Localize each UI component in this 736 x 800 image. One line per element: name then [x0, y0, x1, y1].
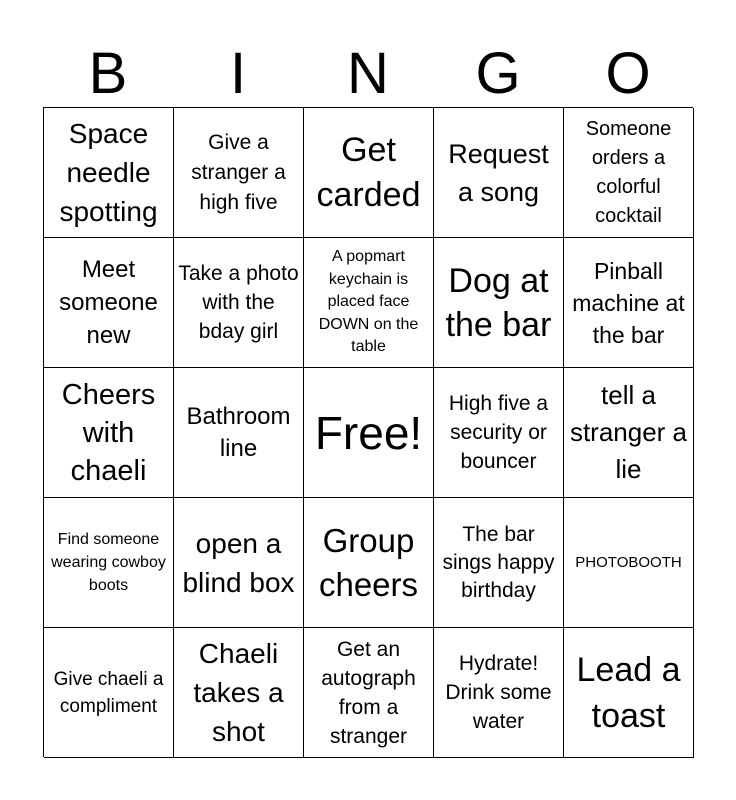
cell-text: Someone orders a colorful cocktail [585, 117, 672, 227]
header-letter-o: O [605, 41, 651, 106]
cell-text: Meet someone new [59, 256, 158, 349]
bingo-cell[interactable] [174, 368, 304, 498]
bingo-cell[interactable] [564, 628, 694, 758]
cell-text: Lead a toast [576, 650, 681, 735]
bingo-cell[interactable] [434, 108, 564, 238]
cell-text: High five a security or bouncer [448, 392, 549, 473]
bingo-cell[interactable] [564, 498, 694, 628]
cell-text: Hydrate! Drink some water [445, 652, 552, 733]
bingo-cell[interactable] [304, 238, 434, 368]
header-letter-i: I [229, 41, 247, 106]
bingo-cell[interactable] [304, 108, 434, 238]
bingo-cell[interactable] [434, 628, 564, 758]
cell-text: The bar sings happy birthday [442, 522, 555, 602]
bingo-cell[interactable] [174, 498, 304, 628]
cell-text: Chaeli takes a shot [193, 638, 284, 747]
bingo-grid [43, 107, 693, 757]
bingo-cell[interactable] [304, 498, 434, 628]
cell-text: tell a stranger a lie [569, 380, 688, 484]
header-letter-b: B [88, 41, 128, 106]
cell-text: Give a stranger a high five [191, 130, 286, 214]
bingo-cell[interactable] [44, 108, 174, 238]
bingo-cell[interactable] [564, 368, 694, 498]
cell-text: PHOTOBOOTH [575, 553, 682, 571]
bingo-cell[interactable] [44, 238, 174, 368]
bingo-cell[interactable] [174, 238, 304, 368]
bingo-cell[interactable] [44, 368, 174, 498]
bingo-cell[interactable] [564, 108, 694, 238]
cell-text: Space needle spotting [59, 118, 158, 227]
cell-text: Get an autograph from a stranger [321, 637, 416, 748]
header-letter-n: N [347, 41, 389, 106]
cell-text: Bathroom line [186, 402, 291, 462]
bingo-cell[interactable] [304, 368, 434, 498]
cell-text: Take a photo with the bday girl [178, 262, 299, 343]
bingo-cell[interactable] [304, 628, 434, 758]
header-letter-g: G [475, 41, 521, 106]
bingo-cell[interactable] [174, 108, 304, 238]
bingo-header [43, 40, 693, 108]
bingo-cell[interactable] [44, 628, 174, 758]
cell-text: Request a song [448, 138, 549, 207]
cell-text: Get carded [316, 130, 421, 214]
bingo-cell[interactable] [434, 368, 564, 498]
cell-text: Find someone wearing cowboy boots [51, 531, 166, 594]
cell-text: open a blind box [182, 527, 295, 598]
cell-text: A popmart keychain is placed face DOWN on the table [318, 248, 419, 356]
bingo-cell[interactable] [434, 498, 564, 628]
bingo-cell[interactable] [174, 628, 304, 758]
cell-text: Group cheers [318, 521, 419, 603]
bingo-cell[interactable] [564, 238, 694, 368]
cell-text: Free! [314, 406, 423, 459]
cell-text: Give chaeli a compliment [53, 668, 164, 717]
cell-text: Pinball machine at the bar [572, 257, 685, 348]
cell-text: Dog at the bar [445, 261, 552, 344]
cell-text: Cheers with chaeli [61, 378, 156, 487]
bingo-cell[interactable] [44, 498, 174, 628]
bingo-cell[interactable] [434, 238, 564, 368]
